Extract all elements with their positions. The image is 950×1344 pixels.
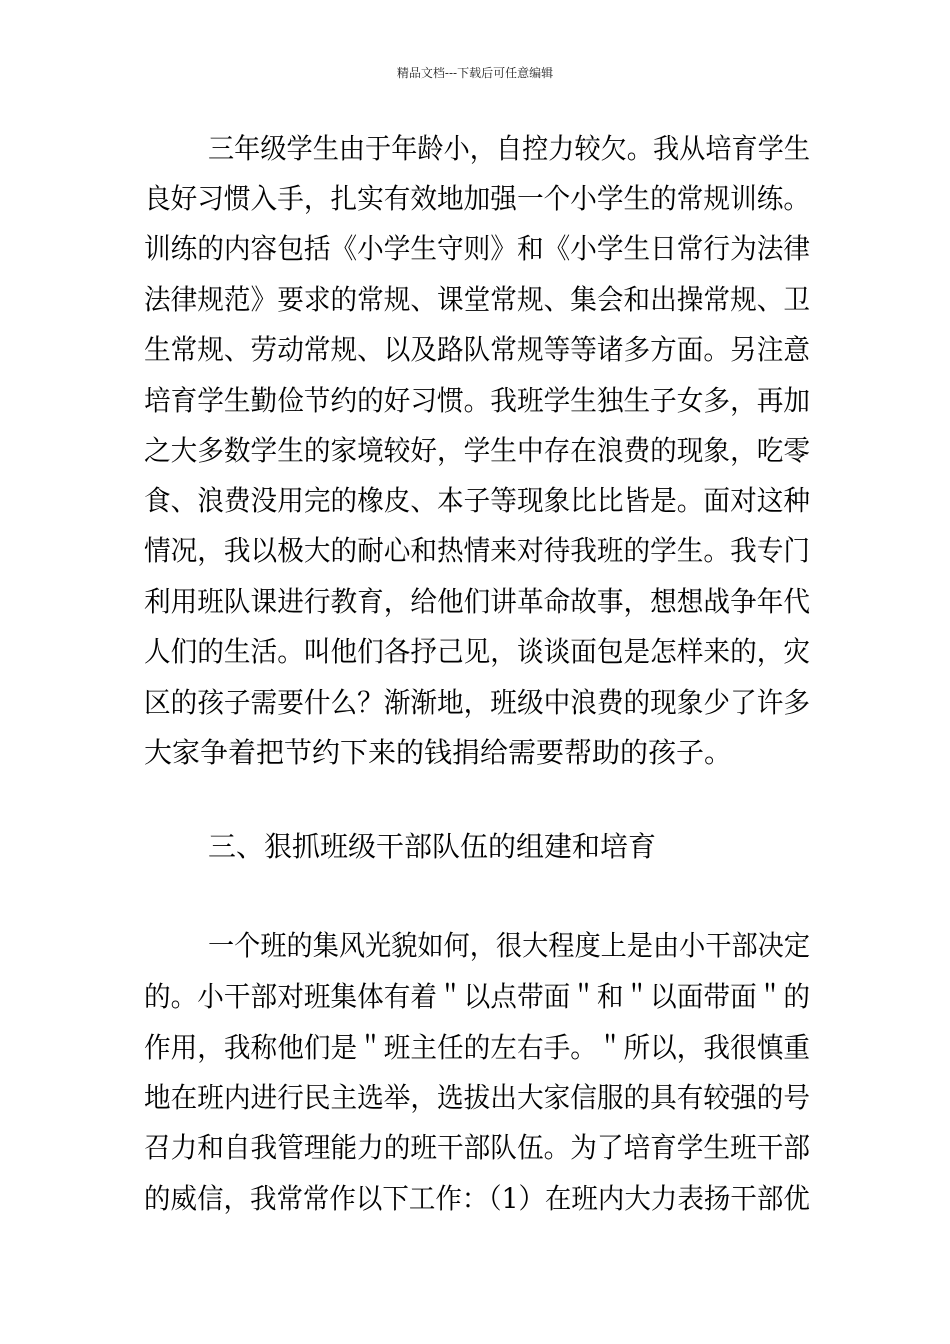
paragraph-1-line: 三年级学生由于年龄小，自控力较欠。我从培育学生 [208, 132, 811, 165]
paragraph-2-line: 一个班的集风光貌如何，很大程度上是由小干部决定 [208, 929, 811, 962]
paragraph-1-line: 训练的内容包括《小学生守则》和《小学生日常行为法律 [144, 232, 810, 265]
paragraph-2-line: 召力和自我管理能力的班干部队伍。为了培育学生班干部 [144, 1131, 810, 1164]
paragraph-2-line: 的威信，我常常作以下工作：（1）在班内大力表扬干部优 [144, 1182, 810, 1215]
page-header: 精品文档---下载后可任意编辑 [396, 66, 554, 80]
paragraph-1-line: 之大多数学生的家境较好，学生中存在浪费的现象，吃零 [144, 434, 810, 467]
paragraph-1-line: 食、浪费没用完的橡皮、本子等现象比比皆是。面对这种 [144, 484, 810, 517]
paragraph-1-line: 培育学生勤俭节约的好习惯。我班学生独生子女多，再加 [144, 384, 810, 417]
paragraph-1-line: 大家争着把节约下来的钱捐给需要帮助的孩子。 [144, 736, 733, 769]
paragraph-2-line: 地在班内进行民主选举，选拔出大家信服的具有较强的号 [144, 1081, 810, 1114]
paragraph-1-line: 法律规范》要求的常规、课堂常规、集会和出操常规、卫 [144, 283, 810, 316]
paragraph-1-line: 人们的生活。叫他们各抒己见，谈谈面包是怎样来的，灾 [144, 635, 810, 668]
paragraph-1-line: 利用班队课进行教育，给他们讲革命故事，想想战争年代 [144, 585, 810, 618]
paragraph-1-line: 良好习惯入手，扎实有效地加强一个小学生的常规训练。 [144, 182, 810, 215]
paragraph-1-line: 区的孩子需要什么？渐渐地，班级中浪费的现象少了许多 [144, 686, 810, 719]
paragraph-1-line: 生常规、劳动常规、以及路队常规等等诸多方面。另注意 [144, 333, 810, 366]
paragraph-1-line: 情况，我以极大的耐心和热情来对待我班的学生。我专门 [144, 534, 810, 567]
section-heading: 三、狠抓班级干部队伍的组建和培育 [208, 830, 657, 863]
paragraph-2-line: 作用，我称他们是＂班主任的左右手。＂所以，我很慎重 [144, 1031, 810, 1064]
paragraph-2-line: 的。小干部对班集体有着＂以点带面＂和＂以面带面＂的 [144, 980, 810, 1013]
